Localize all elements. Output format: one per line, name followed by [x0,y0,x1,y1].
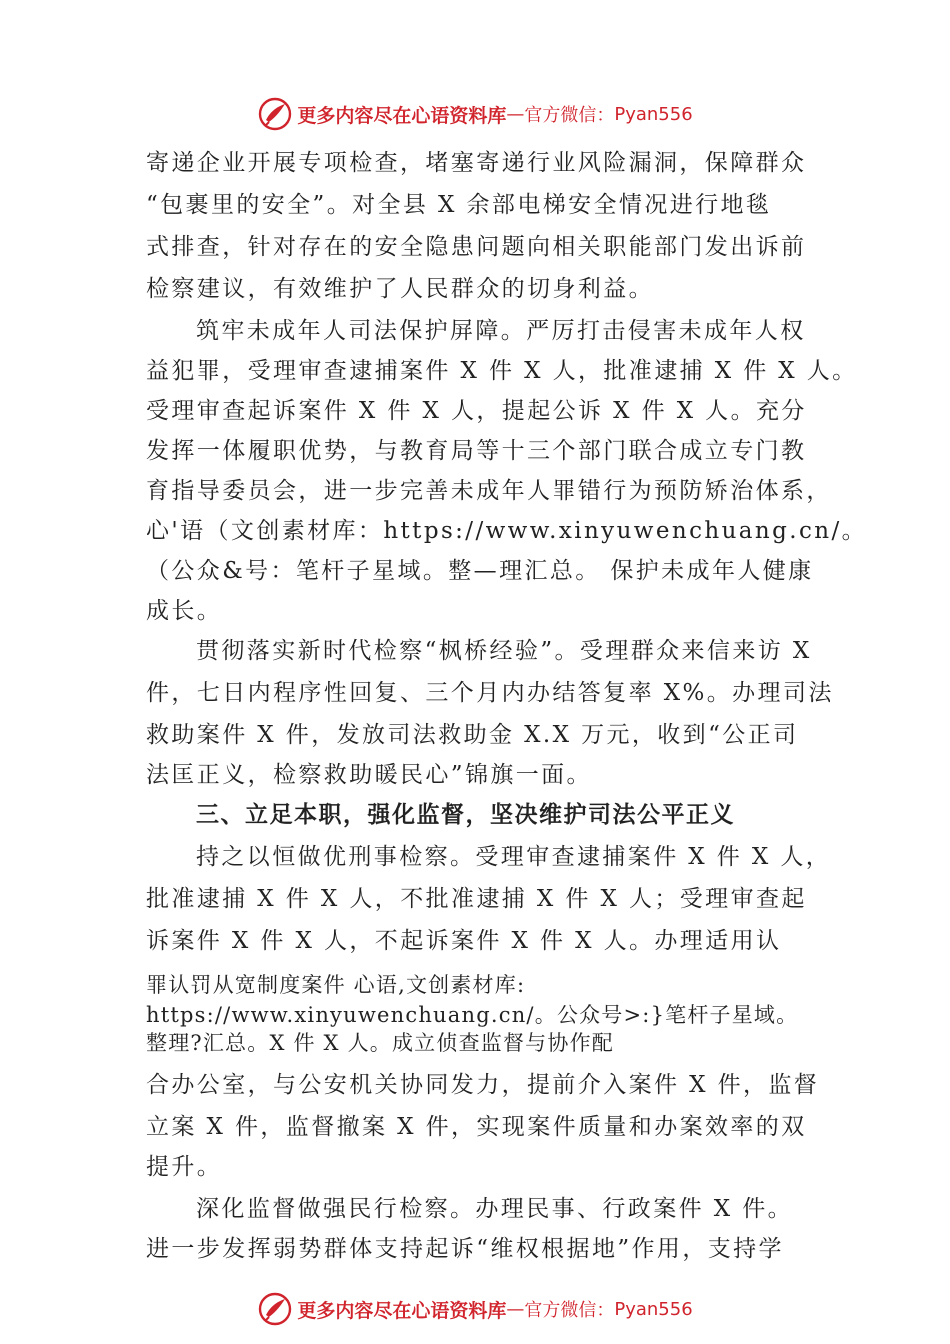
text-line: 心'语（文创素材库：https://www.xinyuwenchuang.cn/。 [146,518,868,544]
text-line: 进一步发挥弱势群体支持起诉“维权根据地”作用，支持学 [146,1236,784,1262]
footer-contact-label: 官方微信： [524,1300,615,1321]
footer-contact-id: Pyan556 [614,1298,693,1320]
text-line: 育指导委员会，进一步完善未成年人罪错行为预防矫治体系， [146,478,832,504]
text-line: “包裹里的安全”。对全县 X 余部电梯安全情况进行地毯 [146,192,772,218]
text-line: （公众&号：笔杆子星域。整—理汇总。 保护未成年人健康 [146,558,814,584]
header-contact-label: 官方微信： [524,105,615,126]
text-line: 件，七日内程序性回复、三个月内办结答复率 X%。办理司法 [146,680,834,706]
paragraph-start: 深化监督做强民行检察。办理民事、行政案件 X 件。 [196,1196,793,1222]
text-line: 成长。 [146,598,223,624]
text-line: 批准逮捕 X 件 X 人，不批准逮捕 X 件 X 人；受理审查起 [146,886,807,912]
text-line: 罪认罚从宽制度案件 心语,文创素材库: [146,973,526,997]
header-banner [0,94,950,134]
text-line: 寄递企业开展专项检查，堵塞寄递行业风险漏洞，保障群众 [146,150,807,176]
text-line: 整理?汇总。X 件 X 人。成立侦查监督与协作配 [146,1031,614,1055]
footer-brand-text: 更多内容尽在心语资料库 [297,1299,507,1322]
text-line: 益犯罪，受理审查逮捕案件 X 件 X 人，批准逮捕 X 件 X 人。 [146,358,858,384]
text-line: 发挥一体履职优势，与教育局等十三个部门联合成立专门教 [146,438,807,464]
text-line: 检察建议，有效维护了人民群众的切身利益。 [146,276,654,302]
text-line: 法匡正义，检察救助暖民心”锦旗一面。 [146,762,592,788]
footer-dash: — [506,1298,525,1320]
text-line: 提升。 [146,1154,223,1180]
paragraph-start: 筑牢未成年人司法保护屏障。严厉打击侵害未成年人权 [196,318,806,344]
text-line: 诉案件 X 件 X 人，不起诉案件 X 件 X 人。办理适用认 [146,928,782,954]
text-line: 救助案件 X 件，发放司法救助金 X.X 万元，收到“公正司 [146,722,799,748]
text-line: 合办公室，与公安机关协同发力，提前介入案件 X 件，监督 [146,1072,820,1098]
paragraph-start: 持之以恒做优刑事检察。受理审查逮捕案件 X 件 X 人， [196,844,832,870]
header-brand-text: 更多内容尽在心语资料库 [297,104,507,127]
section-heading: 三、立足本职，强化监督，坚决维护司法公平正义 [196,802,735,828]
text-line: 立案 X 件，监督撤案 X 件，实现案件质量和办案效率的双 [146,1114,807,1140]
footer-banner [0,1289,950,1329]
brand-logo-icon [257,96,293,132]
header-dash: — [506,103,525,125]
paragraph-start: 贯彻落实新时代检察“枫桥经验”。受理群众来信来访 X [196,638,812,664]
text-line: https://www.xinyuwenchuang.cn/。公众号>:}笔杆子星域。 [146,1003,799,1027]
text-line: 受理审查起诉案件 X 件 X 人，提起公诉 X 件 X 人。充分 [146,398,807,424]
brand-logo-icon [257,1291,293,1327]
text-line: 式排查，针对存在的安全隐患问题向相关职能部门发出诉前 [146,234,807,260]
header-contact-id: Pyan556 [614,103,693,125]
